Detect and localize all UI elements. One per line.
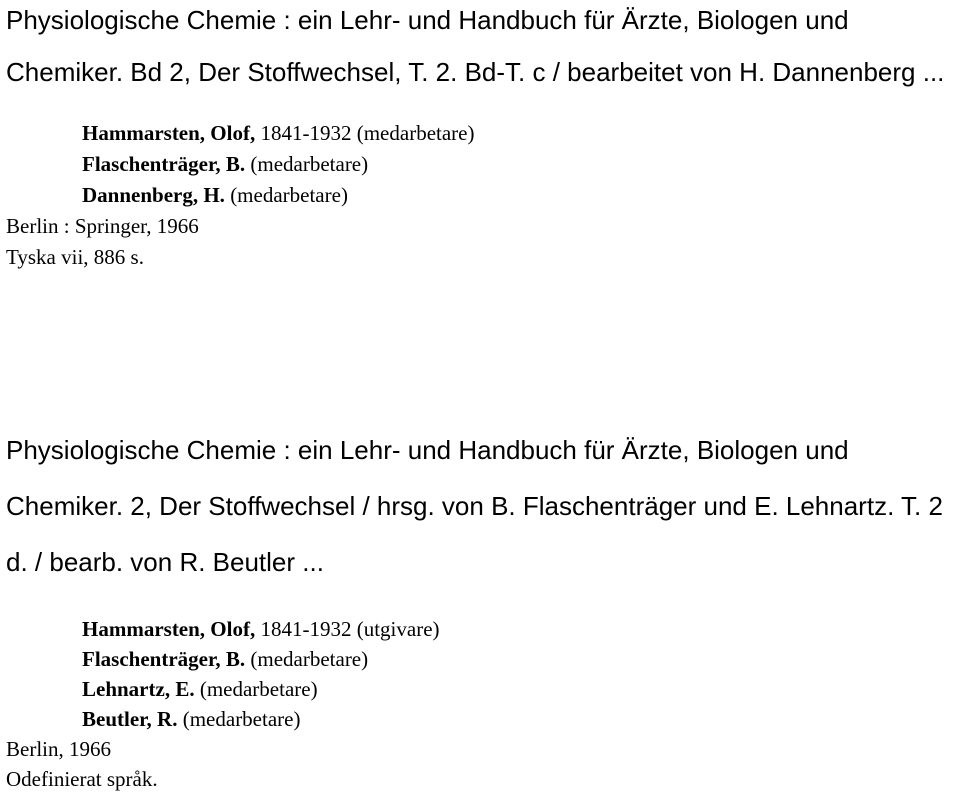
publication-info: Berlin, 1966	[6, 737, 111, 761]
record-title: Physiologische Chemie : ein Lehr- und Handbuch für Ärzte, Biologen und Chemiker. Bd 2, Der Stoffwechsel, T. 2. Bd-T. c / bearbeitet von H. Dannenberg ...	[6, 5, 945, 87]
contributor-item	[82, 118, 956, 149]
contributor-name: Flaschenträger, B.	[82, 647, 246, 671]
physical-description: Odefinierat språk.	[6, 767, 158, 791]
catalog-record	[6, 0, 956, 273]
contributor-role: (medarbetare)	[199, 677, 318, 701]
contributor-role: 1841-1932 (medarbetare)	[260, 121, 475, 145]
contributor-role: (medarbetare)	[230, 183, 348, 207]
publication-info: Berlin : Springer, 1966	[6, 214, 199, 238]
contributor-item	[82, 674, 956, 704]
contributor-item	[82, 614, 956, 644]
contributor-role: 1841-1932 (utgivare)	[260, 617, 440, 641]
catalog-record	[6, 430, 956, 794]
contributor-item	[82, 180, 956, 211]
contributor-item	[82, 644, 956, 674]
contributor-list	[6, 614, 956, 734]
contributor-role: (medarbetare)	[250, 647, 369, 671]
contributor-item	[82, 704, 956, 734]
contributor-name: Beutler, R.	[82, 707, 178, 731]
contributor-role: (medarbetare)	[182, 707, 301, 731]
record-title: Physiologische Chemie : ein Lehr- und Handbuch für Ärzte, Biologen und Chemiker. 2, Der Stoffwechsel / hrsg. von B. Flaschenträger und E. Lehnartz. T. 2 d. / bearb. von R. Beutler ...	[6, 435, 943, 577]
contributor-name: Dannenberg, H.	[82, 183, 225, 207]
contributor-name: Flaschenträger, B.	[82, 152, 246, 176]
contributor-name: Lehnartz, E.	[82, 677, 195, 701]
contributor-role: (medarbetare)	[250, 152, 369, 176]
contributor-list	[6, 118, 956, 211]
physical-description: Tyska vii, 886 s.	[6, 245, 144, 269]
contributor-name: Hammarsten, Olof,	[82, 617, 256, 641]
contributor-item	[82, 149, 956, 180]
contributor-name: Hammarsten, Olof,	[82, 121, 256, 145]
